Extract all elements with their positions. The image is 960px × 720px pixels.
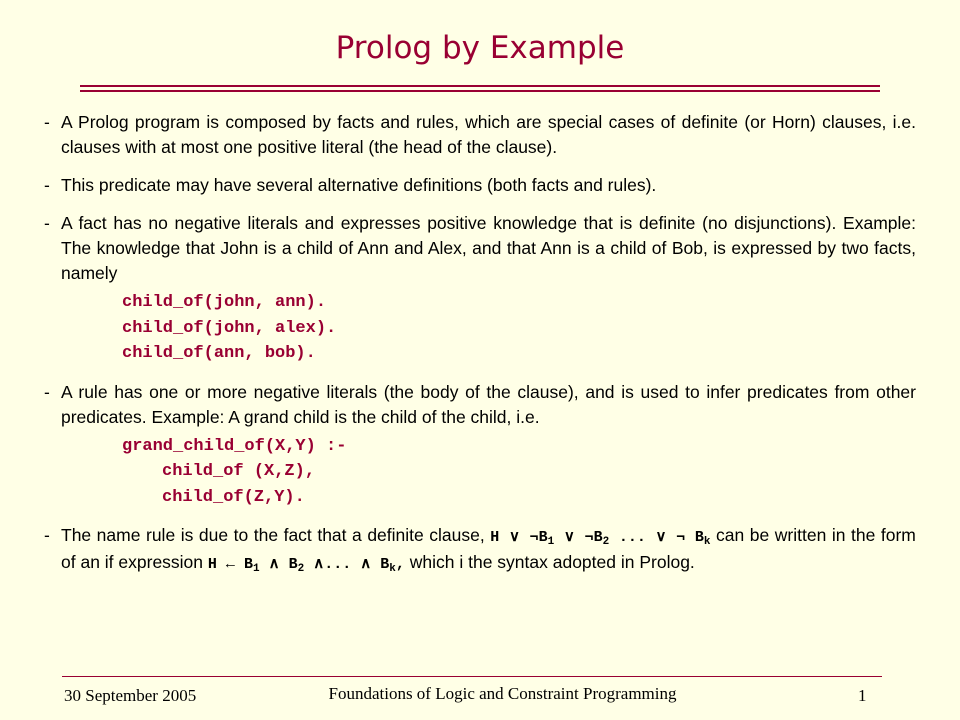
- bullet-dash: -: [44, 213, 50, 233]
- code-line: child_of(john, ann).: [122, 293, 327, 312]
- code-line: child_of (X,Z),: [162, 462, 316, 481]
- bullet-text: A Prolog program is composed by facts and rules, which are special cases of definite (or Horn) clauses, i.e. clauses with at most one positive literal (the head of the clause).: [61, 112, 916, 157]
- bullet-alternative-definitions: [44, 173, 916, 198]
- formula-disjunction: H ∨ $\neg B_1$ ∨ $\neg B_2$ ... ∨ ¬ $B_k$: [490, 529, 711, 548]
- code-line: child_of(ann, bob).: [122, 344, 316, 363]
- formula-implication: H ← $B_1$ ∧ $B_2$ ∧... ∧ $B_k$,: [207, 556, 405, 575]
- bullet-dash: -: [44, 112, 50, 132]
- code-facts: [122, 290, 916, 367]
- bullet-dash: -: [44, 381, 50, 402]
- footer-date: 30 September 2005: [64, 686, 197, 705]
- bullet-text: A fact has no negative literals and expresses positive knowledge that is definite (no disjunctions). Example: The knowledge that John is a child of Ann and Alex, and that Ann is a child of Bob, is expressed by two facts, namely: [61, 213, 916, 283]
- code-line: child_of(john, alex).: [122, 318, 337, 338]
- bullet-text: The name rule is due to the fact that a definite clause, H ∨ $\neg B_1$ ∨ $\neg B_2$ ... ∨ ¬ $B_k$ can be written in the form of an if expression H ← $B_1$ ∧ $B_2$ ∧... ∧ $B_k$, which i the syntax adopted in Prolog.: [61, 525, 916, 575]
- bullet-text: A rule has one or more negative literals (the body of the clause), and is used to infer predicates from other predicates. Example: A grand child is the child of the child, i.e.: [61, 381, 916, 427]
- footer-page-number: 1: [858, 686, 867, 705]
- code-line: child_of(Z,Y).: [162, 487, 305, 507]
- title-rule-bottom: [80, 90, 880, 92]
- slide-content: [44, 110, 916, 590]
- bullet-dash: -: [44, 175, 50, 195]
- code-rule: [122, 434, 916, 511]
- page-title: Prolog by Example: [335, 30, 625, 66]
- bullet-rule-name: [44, 523, 916, 577]
- bullet-rules: [44, 380, 916, 430]
- footer-course-title: Foundations of Logic and Constraint Programming: [328, 684, 677, 703]
- bullet-facts: [44, 211, 916, 286]
- footer-rule: [62, 676, 882, 677]
- title-rule-top: [80, 85, 880, 87]
- bullet-dash: -: [44, 525, 50, 545]
- bullet-text: This predicate may have several alternative definitions (both facts and rules).: [61, 175, 657, 195]
- code-line: grand_child_of(X,Y) :-: [122, 436, 347, 456]
- bullet-definite-clauses: [44, 110, 916, 160]
